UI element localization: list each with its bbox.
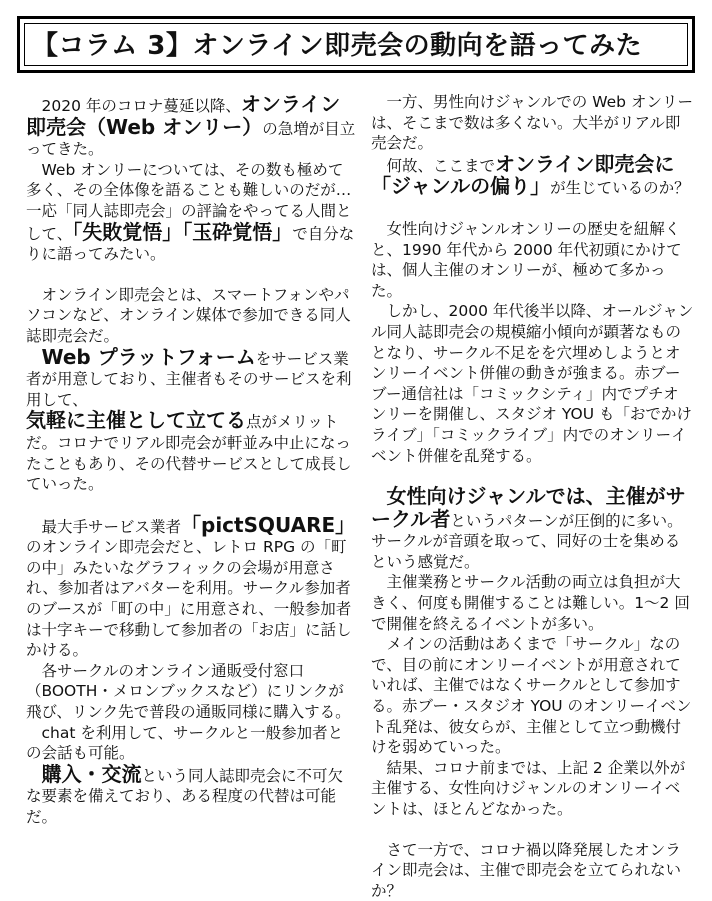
paragraph <box>371 219 694 301</box>
paragraph-text: 最大手サービス業者 <box>26 517 182 536</box>
paragraph-gap <box>371 466 694 486</box>
paragraph-gap <box>371 199 694 219</box>
paragraph-text: chat を利用して、サークルと一般参加者との会話も可能。 <box>26 723 344 763</box>
paragraph-text-after: の急増が目立ってきた。 <box>26 119 356 159</box>
paragraph <box>26 761 356 828</box>
paragraph <box>26 410 356 494</box>
paragraph-text-after: をサービス業者が用意しており、主催者もそのサービスを利用して、 <box>26 349 352 409</box>
emphasis-text: 購入・交流 <box>41 761 142 786</box>
paragraph-text: しかし、2000 年代後半以降、オールジャンル同人誌即売会の規模縮小傾向が顕著なものとなり、サークル不足をを穴埋めしようとオンリーイベント併催の動きが強まる。赤ブーブー通信社は「コミックシティ」内でプチオンリーを開催し、スタジオ YOU も「おでかけライブ」「コミックライブ」内でのオンリーイベント併催を乱発する。 <box>371 302 694 465</box>
paragraph <box>371 92 694 154</box>
emphasis-text: 女性向けジャンルでは、主催がサークル者 <box>371 484 686 531</box>
paragraph-text: 主催業務とサークル活動の両立は負担が大きく、何度も開催することは難しい。1～2 回で開催を終えるイベントが多い。 <box>371 573 690 633</box>
right-column <box>371 92 694 901</box>
paragraph-text: 一方、男性向けジャンルでの Web オンリーは、そこまで数は多くない。大半がリアル即売会だ。 <box>371 93 693 153</box>
paragraph <box>371 301 694 466</box>
paragraph-gap <box>26 495 356 515</box>
paragraph-text-after: というパターンが圧倒的に多い。サークルが音頭を取って、同好の士を集めるという感覚だ。 <box>371 511 683 571</box>
paragraph-text <box>26 350 42 368</box>
paragraph-gap <box>371 820 694 840</box>
paragraph-gap <box>26 265 356 285</box>
paragraph-text-after: で自分なりに語ってみたい。 <box>26 224 355 264</box>
paragraph <box>371 486 694 572</box>
paragraph-text-after: 点がメリットだ。コロナでリアル即売会が軒並み中止になったこともあり、その代替サービスとして成長していった。 <box>26 413 352 494</box>
paragraph <box>371 840 694 901</box>
emphasis-text: Web プラットフォーム <box>41 344 256 369</box>
left-column <box>26 94 356 828</box>
paragraph <box>26 344 356 411</box>
paragraph-text: 女性向けジャンルオンリーの歴史を紐解くと、1990 年代から 2000 年代初頭にかけては、個人主催のオンリーが、極めて多かった。 <box>371 219 682 300</box>
paragraph <box>371 758 694 820</box>
emphasis-text: オンライン即売会（Web オンリー） <box>26 92 341 139</box>
title-shadow <box>23 73 698 78</box>
paragraph-text: 2020 年のコロナ蔓延以降、 <box>26 97 241 115</box>
paragraph <box>26 285 356 347</box>
paragraph-text: Web オンリーについては、その数も極めて多く、その全体像を語ることも難しいのだが…一応「同人誌即売会」の評論をやってる人間として、 <box>26 160 352 243</box>
paragraph-text: 何故、ここまで <box>371 156 496 175</box>
paragraph <box>371 634 694 758</box>
paragraph <box>371 151 694 199</box>
paragraph-text: オンライン即売会とは、スマートフォンやパソコンなど、オンライン媒体で参加できる同人誌即売会だ。 <box>26 285 351 345</box>
paragraph <box>26 661 356 723</box>
paragraph-text <box>371 489 387 507</box>
paragraph-text-after: のオンライン即売会だと、レトロ RPG の「町の中」みたいなグラフィックの会場が用意され、参加者はアバターを利用。サークル参加者のブースが「町の中」に用意され、一般参加者は十字キーで移動して参加者の「お店」に話しかける。 <box>26 538 352 660</box>
paragraph <box>26 512 356 661</box>
paragraph-text: 結果、コロナ前までは、上記 2 企業以外が主催する、女性向けジャンルのオンリーイベントは、ほとんどなかった。 <box>371 758 686 818</box>
paragraph-text: 各サークルのオンライン通販受付窓口（BOOTH・メロンブックスなど）にリンクが飛び、リンク先で普段の通販同様に購入する。 <box>26 661 351 722</box>
paragraph <box>26 94 356 160</box>
column-title: 【コラム 3】オンライン即売会の動向を語ってみた <box>32 31 643 61</box>
emphasis-text: オンライン即売会に「ジャンルの偏り」 <box>371 151 675 199</box>
paragraph <box>26 160 356 265</box>
emphasis-text: 気軽に主催として立てる <box>26 408 246 433</box>
column-title-box <box>17 16 695 73</box>
paragraph-text: メインの活動はあくまで「サークル」なので、目の前にオンリーイベントが用意されていれば、主催ではなくサークルとして参加する。赤ブー・スタジオ YOU のオンリーイベント乱発は、彼女らが、主催として立つ動機付けを弱めていった。 <box>371 635 692 757</box>
emphasis-text: 「pictSQUARE」 <box>181 512 356 537</box>
paragraph-text-after: が生じているのか？ <box>550 179 690 198</box>
emphasis-text: 「失敗覚悟」「玉砕覚悟」 <box>72 219 293 244</box>
paragraph <box>371 572 694 634</box>
paragraph-text: さて一方で、コロナ禍以降発展したオンライン即売会は、主催で即売会を立てられないか？ <box>371 840 682 900</box>
paragraph-text <box>26 767 42 785</box>
paragraph <box>26 723 356 764</box>
paragraph-text-after: という同人誌即売会に不可欠な要素を備えており、ある程度の代替は可能だ。 <box>26 766 344 826</box>
